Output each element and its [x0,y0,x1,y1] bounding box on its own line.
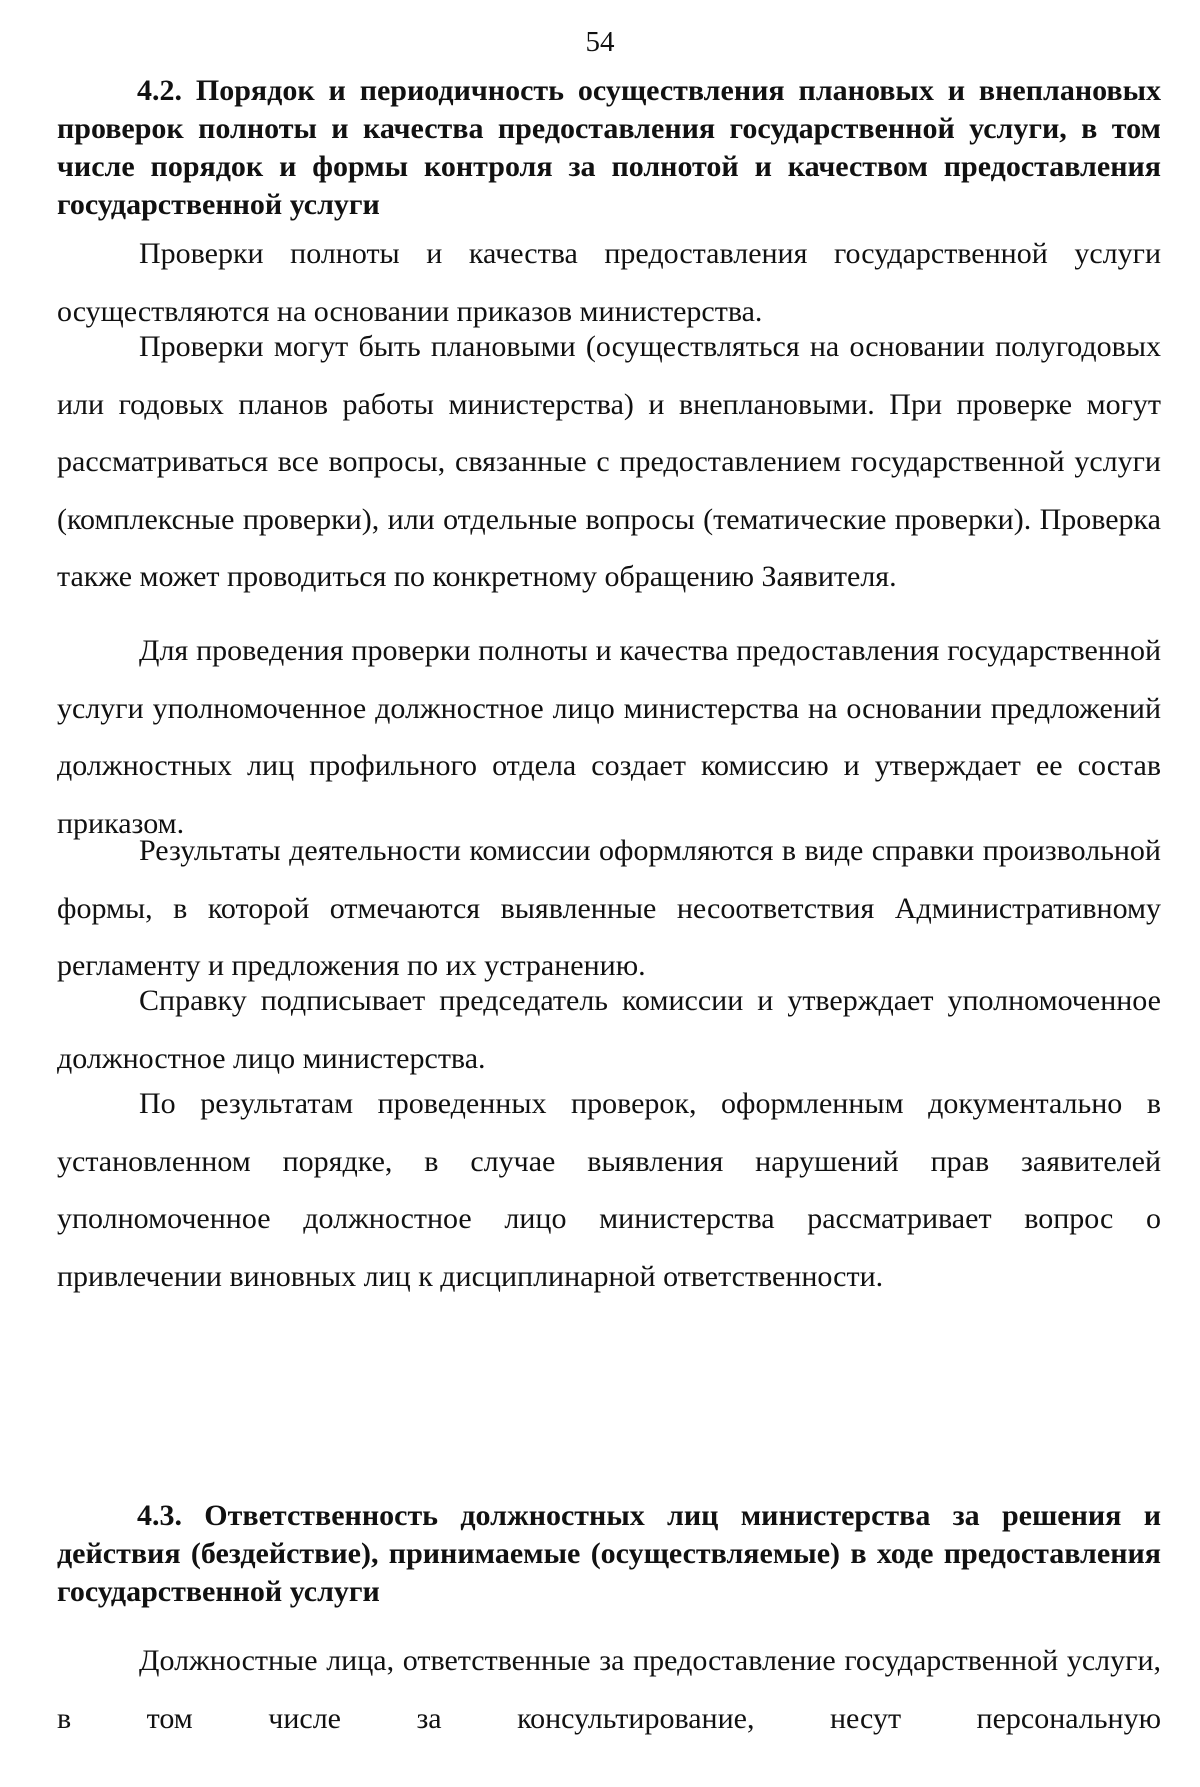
paragraph: Проверки полноты и качества предоставления государственной услуги осуществляются на основании приказов министерства. [57,237,1161,328]
paragraph: Должностные лица, ответственные за предоставление государственной услуги, в том числе за консультирование, несут персональную [57,1644,1161,1735]
section-4-2-body-2 [57,318,1161,606]
paragraph: Справку подписывает председатель комиссии и утверждает уполномоченное должностное лицо министерства. [57,984,1161,1075]
section-4-2 [57,72,1161,224]
section-4-3 [57,1497,1161,1611]
paragraph: Проверки могут быть плановыми (осуществляться на основании полугодовых или годовых планов работы министерства) и внеплановыми. При проверке могут рассматриваться все вопросы, связанные с предоставлением государственной услуги (комплексные проверки), или отдельные вопросы (тематические проверки). Проверка также может проводиться по конкретному обращению Заявителя. [57,330,1161,593]
section-4-2-body-6 [57,1075,1161,1305]
section-4-2-body-3 [57,622,1161,852]
section-4-3-heading [57,1497,1161,1611]
section-4-3-title: 4.3. Ответственность должностных лиц министерства за решения и действия (бездействие), принимаемые (осуществляемые) в ходе предоставления государственной услуги [57,1499,1161,1608]
paragraph: Для проведения проверки полноты и качества предоставления государственной услуги уполномоченное должностное лицо министерства на основании предложений должностных лиц профильного отдела создает комиссию и утверждает ее состав приказом. [57,634,1161,840]
section-4-2-title: 4.2. Порядок и периодичность осуществления плановых и внеплановых проверок полноты и качества предоставления государственной услуги, в том числе порядок и формы контроля за полнотой и качеством предоставления государственной услуги [57,74,1161,221]
section-4-3-body [57,1632,1161,1747]
paragraph: Результаты деятельности комиссии оформляются в виде справки произвольной формы, в которой отмечаются выявленные несоответствия Административному регламенту и предложения по их устранению. [57,834,1161,982]
section-4-2-heading [57,72,1161,224]
section-4-2-body-5 [57,972,1161,1087]
paragraph: По результатам проведенных проверок, оформленным документально в установленном порядке, в случае выявления нарушений прав заявителей уполномоченное должностное лицо министерства рассматривает вопрос о привлечении виновных лиц к дисциплинарной ответственности. [57,1087,1161,1293]
section-4-2-body-4 [57,822,1161,995]
page-number: 54 [585,26,615,58]
